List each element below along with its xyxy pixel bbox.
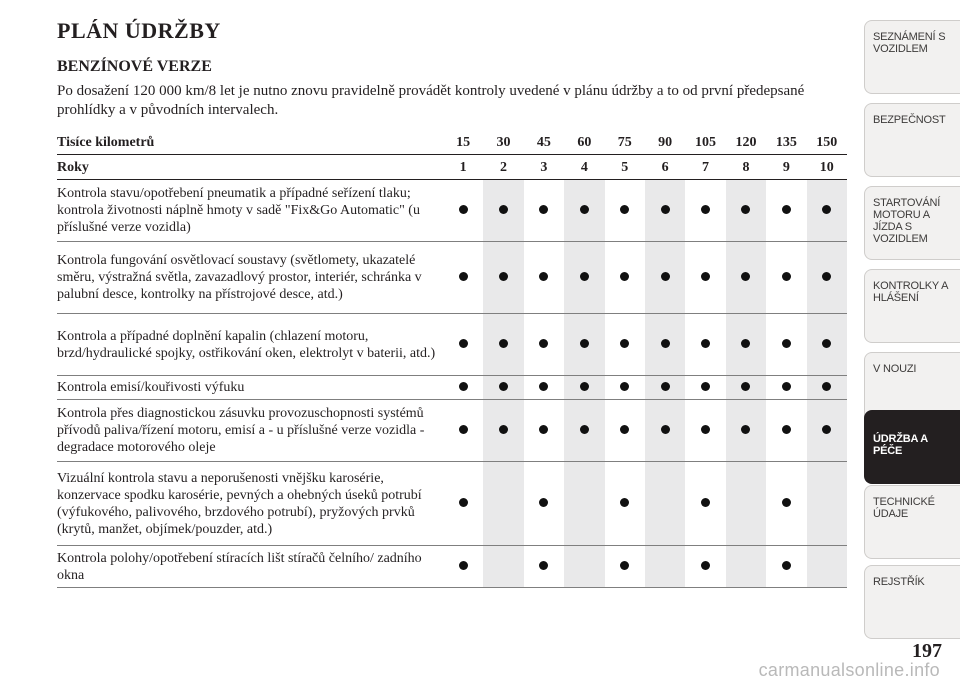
year-header-cell: 5: [605, 155, 645, 180]
interval-cell: [443, 376, 483, 400]
interval-cell: [766, 400, 806, 462]
km-header-cell: 150: [807, 130, 847, 155]
check-dot-icon: [580, 205, 589, 214]
interval-cell: [685, 462, 725, 546]
interval-cell: [645, 462, 685, 546]
check-dot-icon: [459, 382, 468, 391]
check-dot-icon: [620, 205, 629, 214]
row-label: Vizuální kontrola stavu a neporušenosti vnějšku karosérie, konzervace spodku karosérie, pevných a ohebných úseků potrubí (výfukového, palivového, brzdového potrubí), pryžových prvků (krytů, manžet, objímek/pouzder, atd.): [57, 462, 443, 546]
check-dot-icon: [539, 205, 548, 214]
km-header-cell: 30: [483, 130, 523, 155]
table-row: [57, 376, 847, 400]
check-dot-icon: [782, 205, 791, 214]
year-header-cell: 2: [483, 155, 523, 180]
check-dot-icon: [459, 339, 468, 348]
interval-cell: [807, 462, 847, 546]
sidebar-tab[interactable]: STARTOVÁNÍ MOTORU A JÍZDA S VOZIDLEM: [864, 186, 960, 260]
sidebar-tab[interactable]: V NOUZI: [864, 352, 960, 426]
check-dot-icon: [741, 339, 750, 348]
year-header-cell: 1: [443, 155, 483, 180]
interval-cell: [726, 314, 766, 376]
interval-cell: [645, 376, 685, 400]
check-dot-icon: [782, 498, 791, 507]
check-dot-icon: [741, 205, 750, 214]
interval-cell: [443, 546, 483, 588]
sidebar-tab[interactable]: KONTROLKY A HLÁŠENÍ: [864, 269, 960, 343]
interval-cell: [685, 180, 725, 242]
check-dot-icon: [459, 205, 468, 214]
check-dot-icon: [580, 272, 589, 281]
interval-cell: [726, 242, 766, 314]
interval-cell: [483, 242, 523, 314]
check-dot-icon: [580, 339, 589, 348]
check-dot-icon: [822, 205, 831, 214]
check-dot-icon: [741, 272, 750, 281]
interval-cell: [564, 242, 604, 314]
table-row: [57, 400, 847, 462]
row-label: Kontrola fungování osvětlovací soustavy (světlomety, ukazatelé směru, výstražná světla, zavazadlový prostor, interiér, schránka v palubní desce, kontrolky na přístrojové desce, atd.): [57, 242, 443, 314]
interval-cell: [483, 314, 523, 376]
check-dot-icon: [499, 382, 508, 391]
check-dot-icon: [822, 382, 831, 391]
km-header-cell: 105: [685, 130, 725, 155]
year-header-cell: 9: [766, 155, 806, 180]
check-dot-icon: [822, 339, 831, 348]
check-dot-icon: [539, 498, 548, 507]
year-header-cell: 6: [645, 155, 685, 180]
check-dot-icon: [782, 339, 791, 348]
check-dot-icon: [539, 561, 548, 570]
interval-cell: [807, 400, 847, 462]
check-dot-icon: [782, 561, 791, 570]
interval-cell: [564, 546, 604, 588]
check-dot-icon: [539, 339, 548, 348]
check-dot-icon: [741, 425, 750, 434]
km-header-cell: 75: [605, 130, 645, 155]
interval-cell: [443, 400, 483, 462]
interval-cell: [564, 180, 604, 242]
check-dot-icon: [620, 382, 629, 391]
intro-paragraph: Po dosažení 120 000 km/8 let je nutno znovu pravidelně provádět kontroly uvedené v plánu údržby a to od první předepsané prohlídky a v původních intervalech.: [57, 83, 805, 118]
row-label: Kontrola polohy/opotřebení stíracích lišt stíračů čelního/ zadního okna: [57, 546, 443, 588]
km-header-cell: 135: [766, 130, 806, 155]
km-header-cell: 15: [443, 130, 483, 155]
check-dot-icon: [620, 425, 629, 434]
interval-cell: [807, 314, 847, 376]
interval-cell: [645, 400, 685, 462]
interval-cell: [685, 242, 725, 314]
check-dot-icon: [661, 272, 670, 281]
interval-cell: [726, 462, 766, 546]
interval-cell: [524, 242, 564, 314]
interval-cell: [726, 546, 766, 588]
interval-cell: [605, 180, 645, 242]
interval-cell: [685, 376, 725, 400]
interval-cell: [766, 546, 806, 588]
check-dot-icon: [701, 205, 710, 214]
interval-cell: [766, 462, 806, 546]
row-label: Kontrola přes diagnostickou zásuvku provozuschopnosti systémů přívodů paliva/řízení motoru, emisí a - u příslušné verze vozidla - degradace motorového oleje: [57, 400, 443, 462]
interval-cell: [605, 242, 645, 314]
check-dot-icon: [499, 272, 508, 281]
check-dot-icon: [701, 382, 710, 391]
row-label: Kontrola a případné doplnění kapalin (chlazení motoru, brzd/hydraulické spojky, ostřikování oken, elektrolyt v baterii, atd.): [57, 314, 443, 376]
check-dot-icon: [539, 425, 548, 434]
interval-cell: [443, 462, 483, 546]
interval-cell: [524, 314, 564, 376]
table-row: [57, 242, 847, 314]
sidebar-tab[interactable]: TECHNICKÉ ÚDAJE: [864, 485, 960, 559]
interval-cell: [645, 314, 685, 376]
interval-cell: [605, 400, 645, 462]
check-dot-icon: [499, 425, 508, 434]
interval-cell: [524, 462, 564, 546]
year-header-cell: 7: [685, 155, 725, 180]
year-header-cell: 3: [524, 155, 564, 180]
interval-cell: [483, 462, 523, 546]
maintenance-table: [57, 130, 847, 588]
check-dot-icon: [782, 272, 791, 281]
interval-cell: [766, 180, 806, 242]
interval-cell: [524, 376, 564, 400]
years-header-row: [57, 155, 847, 180]
interval-cell: [645, 546, 685, 588]
interval-cell: [443, 180, 483, 242]
check-dot-icon: [701, 561, 710, 570]
page-number: 197: [912, 640, 942, 662]
km-header-cell: 45: [524, 130, 564, 155]
interval-cell: [605, 376, 645, 400]
table-row: [57, 314, 847, 376]
interval-cell: [443, 314, 483, 376]
interval-cell: [443, 242, 483, 314]
interval-cell: [807, 242, 847, 314]
year-header-cell: 8: [726, 155, 766, 180]
check-dot-icon: [620, 498, 629, 507]
check-dot-icon: [782, 382, 791, 391]
year-header-cell: 4: [564, 155, 604, 180]
check-dot-icon: [661, 382, 670, 391]
interval-cell: [807, 546, 847, 588]
sidebar-tab[interactable]: SEZNÁMENÍ S VOZIDLEM: [864, 20, 960, 94]
check-dot-icon: [701, 339, 710, 348]
watermark: carmanualsonline.info: [758, 660, 940, 680]
table-row: [57, 546, 847, 588]
check-dot-icon: [701, 272, 710, 281]
interval-cell: [483, 400, 523, 462]
sidebar-tab[interactable]: BEZPEČNOST: [864, 103, 960, 177]
interval-cell: [605, 546, 645, 588]
km-header-row: [57, 130, 847, 155]
interval-cell: [685, 546, 725, 588]
interval-cell: [766, 376, 806, 400]
table-row: [57, 462, 847, 546]
check-dot-icon: [661, 339, 670, 348]
year-header-cell: 10: [807, 155, 847, 180]
km-header-cell: 60: [564, 130, 604, 155]
interval-cell: [807, 180, 847, 242]
row-label: Kontrola stavu/opotřebení pneumatik a případné seřízení tlaku; kontrola životnosti náplně hmoty v sadě "Fix&Go Automatic" (u příslušné verze vozidla): [57, 180, 443, 242]
check-dot-icon: [499, 339, 508, 348]
km-header-label: Tisíce kilometrů: [57, 130, 443, 155]
years-header-label: Roky: [57, 155, 443, 180]
interval-cell: [564, 376, 604, 400]
check-dot-icon: [539, 272, 548, 281]
interval-cell: [766, 242, 806, 314]
interval-cell: [645, 180, 685, 242]
check-dot-icon: [822, 425, 831, 434]
interval-cell: [605, 462, 645, 546]
interval-cell: [483, 376, 523, 400]
check-dot-icon: [661, 425, 670, 434]
interval-cell: [564, 400, 604, 462]
check-dot-icon: [701, 498, 710, 507]
interval-cell: [726, 376, 766, 400]
check-dot-icon: [741, 382, 750, 391]
interval-cell: [564, 314, 604, 376]
check-dot-icon: [459, 498, 468, 507]
check-dot-icon: [822, 272, 831, 281]
page-title: PLÁN ÚDRŽBY: [57, 18, 221, 43]
row-label: Kontrola emisí/kouřivosti výfuku: [57, 376, 443, 400]
check-dot-icon: [539, 382, 548, 391]
check-dot-icon: [661, 205, 670, 214]
check-dot-icon: [580, 425, 589, 434]
check-dot-icon: [580, 382, 589, 391]
check-dot-icon: [620, 561, 629, 570]
interval-cell: [483, 546, 523, 588]
interval-cell: [726, 400, 766, 462]
check-dot-icon: [701, 425, 710, 434]
check-dot-icon: [459, 425, 468, 434]
table-row: [57, 180, 847, 242]
sidebar-tab[interactable]: REJSTŘÍK: [864, 565, 960, 639]
interval-cell: [645, 242, 685, 314]
check-dot-icon: [620, 272, 629, 281]
interval-cell: [726, 180, 766, 242]
km-header-cell: 90: [645, 130, 685, 155]
check-dot-icon: [620, 339, 629, 348]
section-subtitle: BENZÍNOVÉ VERZE: [57, 58, 212, 75]
interval-cell: [524, 180, 564, 242]
check-dot-icon: [782, 425, 791, 434]
check-dot-icon: [459, 561, 468, 570]
interval-cell: [807, 376, 847, 400]
check-dot-icon: [459, 272, 468, 281]
interval-cell: [524, 400, 564, 462]
interval-cell: [685, 400, 725, 462]
interval-cell: [685, 314, 725, 376]
check-dot-icon: [499, 205, 508, 214]
interval-cell: [605, 314, 645, 376]
km-header-cell: 120: [726, 130, 766, 155]
sidebar-tab[interactable]: ÚDRŽBA A PÉČE: [864, 410, 960, 484]
interval-cell: [483, 180, 523, 242]
interval-cell: [564, 462, 604, 546]
interval-cell: [524, 546, 564, 588]
interval-cell: [766, 314, 806, 376]
